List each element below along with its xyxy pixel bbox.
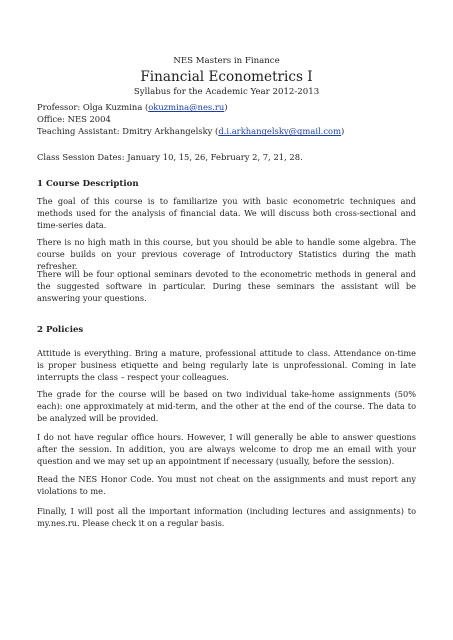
ta-label: Teaching Assistant: Dmitry Arkhangelsky ( — [37, 126, 219, 137]
paragraph: There is no high math in this course, but you should be able to handle some algebra. The course builds on your previous coverage of Introductory Statistics during the math refresher. — [37, 237, 416, 271]
paragraph: Finally, I will post all the important information (including lectures and assignments) to my.nes.ru. Please check it on a regular basis. — [37, 506, 416, 528]
office-line: Office: NES 2004 — [37, 114, 111, 125]
paragraph: Read the NES Honor Code. You must not cheat on the assignments and must report any violations to me. — [37, 474, 416, 496]
course-info — [37, 101, 417, 138]
section-heading-course-description: 1 Course Description — [37, 179, 139, 189]
course-title: Financial Econometrics I — [140, 69, 313, 85]
section-heading-policies: 2 Policies — [37, 325, 84, 335]
professor-line — [37, 101, 417, 113]
class-dates: Class Session Dates: January 10, 15, 26, February 2, 7, 21, 28. — [37, 152, 303, 162]
professor-label: Professor: Olga Kuzmina ( — [37, 102, 149, 112]
course-subtitle: Syllabus for the Academic Year 2012-2013 — [133, 87, 320, 97]
professor-close: ) — [224, 102, 228, 112]
ta-email-link[interactable]: d.i.arkhangelsky@gmail.com — [218, 126, 342, 137]
program-name: NES Masters in Finance — [173, 56, 280, 66]
ta-line — [37, 125, 417, 137]
paragraph: There will be four optional seminars devoted to the econometric methods in general and the suggested software in particular. During these seminars the assistant will be answering your questions. — [37, 269, 416, 303]
paragraph: Attitude is everything. Bring a mature, professional attitude to class. Attendance on-time is proper business etiquette and being regularly late is unprofessional. Coming in late interrupts the class – respect your colleagues. — [37, 348, 416, 382]
paragraph: The grade for the course will be based on two individual take-home assignments (50% each): one approximately at mid-term, and the other at the end of the course. The data to be analyzed will be provided. — [37, 389, 416, 423]
document-header — [0, 55, 453, 98]
paragraph: The goal of this course is to familiarize you with basic econometric techniques and methods used for the analysis of financial data. We will discuss both cross-sectional and time-series data. — [37, 196, 416, 230]
professor-email-link[interactable]: okuzmina@nes.ru — [148, 102, 225, 112]
paragraph: I do not have regular office hours. However, I will generally be able to answer questions after the session. In addition, you are always welcome to drop me an email with your question and we may set up an appointment if necessary (usually, before the session). — [37, 432, 416, 466]
ta-close: ) — [341, 126, 345, 137]
